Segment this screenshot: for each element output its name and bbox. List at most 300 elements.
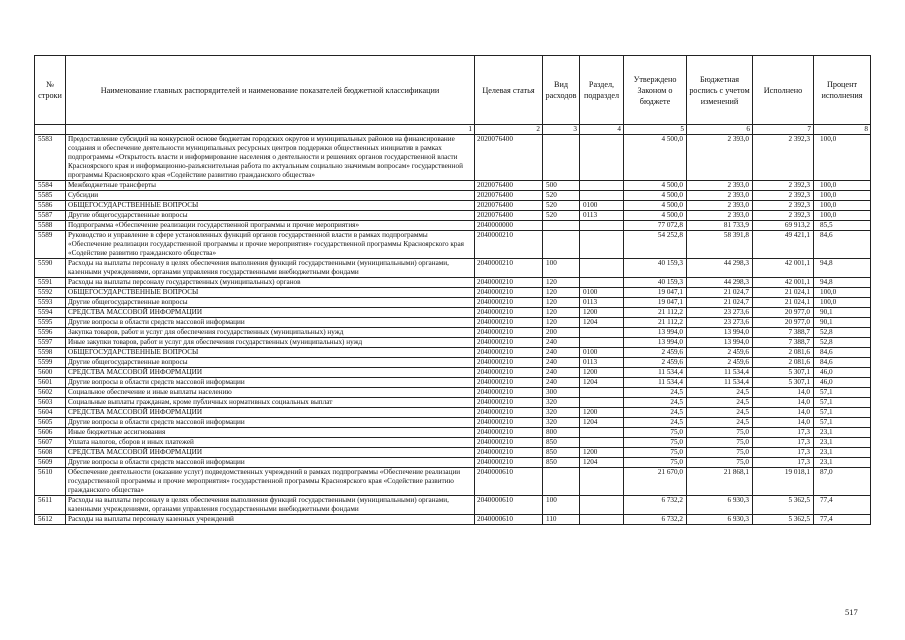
- row-executed: 42 001,1: [753, 278, 814, 288]
- row-roster: 44 298,3: [687, 259, 753, 278]
- page-number: 517: [845, 607, 858, 617]
- row-section: [580, 135, 624, 181]
- row-target-code: 2040000000: [475, 221, 543, 231]
- row-name: СРЕДСТВА МАССОВОЙ ИНФОРМАЦИИ: [66, 308, 475, 318]
- row-roster: 24,5: [687, 418, 753, 428]
- row-section: [580, 278, 624, 288]
- row-section: [580, 515, 624, 525]
- row-roster: 23 273,6: [687, 318, 753, 328]
- row-approved: 11 534,4: [624, 378, 687, 388]
- row-target-code: 2040000210: [475, 328, 543, 338]
- row-approved: 75,0: [624, 428, 687, 438]
- row-approved: 4 500,0: [624, 135, 687, 181]
- row-name: Другие вопросы в области средств массовой информации: [66, 318, 475, 328]
- header-razd: Раздел, подраздел: [580, 56, 624, 125]
- row-executed: 2 392,3: [753, 211, 814, 221]
- row-section: 1200: [580, 368, 624, 378]
- row-percent: 23,1: [814, 438, 871, 448]
- row-name: ОБЩЕГОСУДАРСТВЕННЫЕ ВОПРОСЫ: [66, 288, 475, 298]
- row-executed: 2 392,3: [753, 201, 814, 211]
- row-expense-type: 300: [543, 388, 580, 398]
- table-row: [35, 135, 871, 181]
- row-approved: 21 112,2: [624, 318, 687, 328]
- row-executed: 2 392,3: [753, 181, 814, 191]
- row-approved: 19 047,1: [624, 288, 687, 298]
- row-approved: 13 994,0: [624, 328, 687, 338]
- table-row: [35, 211, 871, 221]
- row-roster: 75,0: [687, 428, 753, 438]
- row-name: Расходы на выплаты персоналу в целях обеспечения выполнения функций государственными (муниципальными) органами, казенными учреждениями, органами управления государственными внебюджетными фондами: [66, 259, 475, 278]
- row-roster: 2 393,0: [687, 201, 753, 211]
- row-section: 1200: [580, 408, 624, 418]
- row-roster: 21 024,7: [687, 298, 753, 308]
- table-row: [35, 201, 871, 211]
- row-target-code: 2020076400: [475, 181, 543, 191]
- row-number: 5599: [35, 358, 66, 368]
- row-percent: 100,0: [814, 181, 871, 191]
- row-name: СРЕДСТВА МАССОВОЙ ИНФОРМАЦИИ: [66, 448, 475, 458]
- row-roster: 13 994,0: [687, 338, 753, 348]
- row-target-code: 2040000210: [475, 388, 543, 398]
- row-number: 5583: [35, 135, 66, 181]
- row-name: Расходы на выплаты персоналу казенных учреждений: [66, 515, 475, 525]
- row-percent: 87,0: [814, 468, 871, 496]
- row-roster: 13 994,0: [687, 328, 753, 338]
- row-target-code: 2040000210: [475, 458, 543, 468]
- row-section: 0113: [580, 358, 624, 368]
- row-target-code: 2040000210: [475, 231, 543, 259]
- table-row: [35, 438, 871, 448]
- row-roster: 11 534,4: [687, 378, 753, 388]
- row-section: [580, 438, 624, 448]
- row-executed: 5 307,1: [753, 368, 814, 378]
- row-number: 5588: [35, 221, 66, 231]
- row-percent: 94,8: [814, 278, 871, 288]
- column-number-blank: [35, 125, 66, 135]
- row-number: 5608: [35, 448, 66, 458]
- row-approved: 40 159,3: [624, 278, 687, 288]
- row-approved: 4 500,0: [624, 211, 687, 221]
- row-expense-type: 520: [543, 191, 580, 201]
- row-approved: 21 112,2: [624, 308, 687, 318]
- row-target-code: 2040000210: [475, 288, 543, 298]
- row-section: [580, 221, 624, 231]
- row-number: 5604: [35, 408, 66, 418]
- row-number: 5605: [35, 418, 66, 428]
- row-roster: 23 273,6: [687, 308, 753, 318]
- row-expense-type: 240: [543, 358, 580, 368]
- row-percent: 57,1: [814, 418, 871, 428]
- table-row: [35, 448, 871, 458]
- row-section: 1204: [580, 318, 624, 328]
- row-approved: 2 459,6: [624, 348, 687, 358]
- row-number: 5597: [35, 338, 66, 348]
- row-roster: 2 459,6: [687, 358, 753, 368]
- row-name: Уплата налогов, сборов и иных платежей: [66, 438, 475, 448]
- row-number: 5610: [35, 468, 66, 496]
- row-roster: 2 459,6: [687, 348, 753, 358]
- header-percent: Процент исполнения: [814, 56, 871, 125]
- column-number: 7: [753, 125, 814, 135]
- row-expense-type: 850: [543, 448, 580, 458]
- column-number: 6: [687, 125, 753, 135]
- row-section: [580, 328, 624, 338]
- row-section: [580, 231, 624, 259]
- row-name: Субсидии: [66, 191, 475, 201]
- row-executed: 7 388,7: [753, 338, 814, 348]
- row-approved: 75,0: [624, 438, 687, 448]
- row-number: 5584: [35, 181, 66, 191]
- row-percent: 46,0: [814, 378, 871, 388]
- row-number: 5587: [35, 211, 66, 221]
- row-name: Подпрограмма «Обеспечение реализации государственной программы и прочие мероприятия»: [66, 221, 475, 231]
- row-executed: 20 977,0: [753, 318, 814, 328]
- row-percent: 100,0: [814, 191, 871, 201]
- row-section: [580, 468, 624, 496]
- row-name: СРЕДСТВА МАССОВОЙ ИНФОРМАЦИИ: [66, 368, 475, 378]
- row-expense-type: 120: [543, 278, 580, 288]
- row-executed: 2 392,3: [753, 135, 814, 181]
- row-target-code: 2040000210: [475, 428, 543, 438]
- row-percent: 23,1: [814, 428, 871, 438]
- row-number: 5593: [35, 298, 66, 308]
- row-number: 5590: [35, 259, 66, 278]
- row-executed: 17,3: [753, 438, 814, 448]
- row-target-code: 2040000210: [475, 368, 543, 378]
- table-row: [35, 378, 871, 388]
- table-row: [35, 298, 871, 308]
- row-executed: 14,0: [753, 398, 814, 408]
- row-roster: 21 024,7: [687, 288, 753, 298]
- row-approved: 75,0: [624, 458, 687, 468]
- row-percent: 52,8: [814, 338, 871, 348]
- table-row: [35, 181, 871, 191]
- row-expense-type: 110: [543, 515, 580, 525]
- row-percent: 85,5: [814, 221, 871, 231]
- row-percent: 57,1: [814, 408, 871, 418]
- row-number: 5612: [35, 515, 66, 525]
- row-approved: 11 534,4: [624, 368, 687, 378]
- column-number: 4: [580, 125, 624, 135]
- row-expense-type: 240: [543, 378, 580, 388]
- row-name: Закупка товаров, работ и услуг для обеспечения государственных (муниципальных) нужд: [66, 328, 475, 338]
- table-row: [35, 458, 871, 468]
- header-executed: Исполнено: [753, 56, 814, 125]
- row-target-code: 2040000210: [475, 448, 543, 458]
- table-row: [35, 496, 871, 515]
- row-executed: 7 388,7: [753, 328, 814, 338]
- row-roster: 81 733,9: [687, 221, 753, 231]
- row-expense-type: [543, 231, 580, 259]
- row-name: Предоставление субсидий на конкурсной основе бюджетам городских округов и муниципальных районов на финансирование создания и обеспечение деятельности муниципальных ресурсных центров поддержки общественных инициатив в рамках подпрограммы «Открытость власти и информирование населения о деятельности и решениях органов государственной власти Красноярского края и информационно-разъяснительная работа по актуальным социально значимым вопросам» государственной программы Красноярского края «Содействие развитию гражданского общества»: [66, 135, 475, 181]
- row-approved: 54 252,8: [624, 231, 687, 259]
- row-executed: 5 362,5: [753, 515, 814, 525]
- row-target-code: 2040000610: [475, 496, 543, 515]
- row-name: Социальное обеспечение и иные выплаты населению: [66, 388, 475, 398]
- row-number: 5601: [35, 378, 66, 388]
- table-row: [35, 515, 871, 525]
- row-target-code: 2040000210: [475, 378, 543, 388]
- row-percent: 100,0: [814, 201, 871, 211]
- row-roster: 6 930,3: [687, 496, 753, 515]
- row-section: [580, 191, 624, 201]
- row-percent: 57,1: [814, 388, 871, 398]
- row-section: 0100: [580, 201, 624, 211]
- column-number: 3: [543, 125, 580, 135]
- header-vid: Вид расходов: [543, 56, 580, 125]
- row-expense-type: 120: [543, 288, 580, 298]
- row-target-code: 2040000210: [475, 418, 543, 428]
- row-roster: 75,0: [687, 438, 753, 448]
- row-section: [580, 388, 624, 398]
- row-target-code: 2040000210: [475, 278, 543, 288]
- row-percent: 90,1: [814, 318, 871, 328]
- row-executed: 17,3: [753, 448, 814, 458]
- row-percent: 57,1: [814, 398, 871, 408]
- row-target-code: 2040000210: [475, 338, 543, 348]
- table-row: [35, 468, 871, 496]
- header-target: Целевая статья: [475, 56, 543, 125]
- row-expense-type: 240: [543, 338, 580, 348]
- row-approved: 13 994,0: [624, 338, 687, 348]
- row-target-code: 2040000210: [475, 408, 543, 418]
- row-section: 0113: [580, 298, 624, 308]
- row-section: 1200: [580, 448, 624, 458]
- row-section: 1204: [580, 458, 624, 468]
- row-target-code: 2040000210: [475, 298, 543, 308]
- row-roster: 2 393,0: [687, 181, 753, 191]
- row-name: СРЕДСТВА МАССОВОЙ ИНФОРМАЦИИ: [66, 408, 475, 418]
- table-row: [35, 221, 871, 231]
- table-row: [35, 388, 871, 398]
- row-approved: 19 047,1: [624, 298, 687, 308]
- row-name: Другие общегосударственные вопросы: [66, 298, 475, 308]
- row-approved: 75,0: [624, 448, 687, 458]
- table-row: [35, 259, 871, 278]
- row-percent: 100,0: [814, 211, 871, 221]
- row-name: Другие общегосударственные вопросы: [66, 358, 475, 368]
- row-approved: 40 159,3: [624, 259, 687, 278]
- row-target-code: 2040000210: [475, 318, 543, 328]
- row-expense-type: 120: [543, 298, 580, 308]
- column-number: 2: [475, 125, 543, 135]
- row-roster: 21 868,1: [687, 468, 753, 496]
- row-executed: 14,0: [753, 388, 814, 398]
- row-expense-type: 240: [543, 368, 580, 378]
- row-target-code: 2040000210: [475, 348, 543, 358]
- row-name: Другие общегосударственные вопросы: [66, 211, 475, 221]
- row-percent: 90,1: [814, 308, 871, 318]
- row-expense-type: [543, 135, 580, 181]
- row-approved: 24,5: [624, 408, 687, 418]
- row-percent: 23,1: [814, 458, 871, 468]
- table-row: [35, 368, 871, 378]
- row-target-code: 2040000210: [475, 398, 543, 408]
- row-name: Другие вопросы в области средств массовой информации: [66, 378, 475, 388]
- row-executed: 17,3: [753, 458, 814, 468]
- row-executed: 21 024,1: [753, 298, 814, 308]
- row-number: 5594: [35, 308, 66, 318]
- row-approved: 24,5: [624, 388, 687, 398]
- row-name: Межбюджетные трансферты: [66, 181, 475, 191]
- row-name: Расходы на выплаты персоналу государственных (муниципальных) органов: [66, 278, 475, 288]
- row-roster: 2 393,0: [687, 135, 753, 181]
- row-number: 5602: [35, 388, 66, 398]
- row-percent: 52,8: [814, 328, 871, 338]
- row-section: [580, 181, 624, 191]
- row-executed: 14,0: [753, 408, 814, 418]
- row-percent: 77,4: [814, 496, 871, 515]
- table-row: [35, 288, 871, 298]
- table-row: [35, 308, 871, 318]
- row-roster: 44 298,3: [687, 278, 753, 288]
- row-executed: 2 081,6: [753, 358, 814, 368]
- row-percent: 100,0: [814, 135, 871, 181]
- row-executed: 19 018,1: [753, 468, 814, 496]
- row-expense-type: 800: [543, 428, 580, 438]
- row-section: [580, 259, 624, 278]
- row-target-code: 2040000610: [475, 515, 543, 525]
- table-row: [35, 428, 871, 438]
- row-executed: 5 362,5: [753, 496, 814, 515]
- row-percent: 100,0: [814, 298, 871, 308]
- row-name: Обеспечение деятельности (оказание услуг) подведомственных учреждений в рамках подпрограммы «Обеспечение реализации государственной программы и прочие мероприятия» государственной программы Красноярского края «Содействие развитию гражданского общества»: [66, 468, 475, 496]
- table-row: [35, 398, 871, 408]
- row-name: Иные закупки товаров, работ и услуг для обеспечения государственных (муниципальных) нужд: [66, 338, 475, 348]
- row-percent: 46,0: [814, 368, 871, 378]
- row-section: 1200: [580, 308, 624, 318]
- row-expense-type: 520: [543, 211, 580, 221]
- row-roster: 2 393,0: [687, 191, 753, 201]
- row-target-code: 2040000210: [475, 308, 543, 318]
- row-roster: 2 393,0: [687, 211, 753, 221]
- row-number: 5607: [35, 438, 66, 448]
- row-expense-type: 320: [543, 418, 580, 428]
- table-row: [35, 328, 871, 338]
- row-executed: 69 913,2: [753, 221, 814, 231]
- row-number: 5592: [35, 288, 66, 298]
- row-expense-type: 120: [543, 318, 580, 328]
- row-executed: 49 421,1: [753, 231, 814, 259]
- table-row: [35, 278, 871, 288]
- row-percent: 84,6: [814, 231, 871, 259]
- row-percent: 84,6: [814, 358, 871, 368]
- column-number: 1: [66, 125, 475, 135]
- row-section: [580, 398, 624, 408]
- row-number: 5586: [35, 201, 66, 211]
- row-approved: 24,5: [624, 398, 687, 408]
- row-executed: 21 024,1: [753, 288, 814, 298]
- row-expense-type: 850: [543, 458, 580, 468]
- row-roster: 75,0: [687, 448, 753, 458]
- row-section: [580, 338, 624, 348]
- column-number-row: [35, 125, 871, 135]
- row-approved: 77 072,8: [624, 221, 687, 231]
- row-roster: 24,5: [687, 398, 753, 408]
- table-row: [35, 408, 871, 418]
- row-target-code: 2020076400: [475, 201, 543, 211]
- row-target-code: 2040000210: [475, 259, 543, 278]
- table-row: [35, 338, 871, 348]
- table-row: [35, 231, 871, 259]
- row-name: Расходы на выплаты персоналу в целях обеспечения выполнения функций государственными (муниципальными) органами, казенными учреждениями, органами управления государственными внебюджетными фондами: [66, 496, 475, 515]
- row-executed: 42 001,1: [753, 259, 814, 278]
- row-target-code: 2040000610: [475, 468, 543, 496]
- row-number: 5591: [35, 278, 66, 288]
- row-executed: 5 307,1: [753, 378, 814, 388]
- row-section: [580, 496, 624, 515]
- budget-table: [34, 55, 871, 525]
- row-number: 5606: [35, 428, 66, 438]
- row-number: 5603: [35, 398, 66, 408]
- row-executed: 17,3: [753, 428, 814, 438]
- row-roster: 24,5: [687, 388, 753, 398]
- row-section: 0100: [580, 288, 624, 298]
- row-expense-type: 850: [543, 438, 580, 448]
- row-target-code: 2020076400: [475, 191, 543, 201]
- row-approved: 4 500,0: [624, 181, 687, 191]
- row-approved: 4 500,0: [624, 191, 687, 201]
- row-percent: 100,0: [814, 288, 871, 298]
- row-expense-type: 100: [543, 496, 580, 515]
- row-target-code: 2040000210: [475, 358, 543, 368]
- header-approved: Утверждено Законом о бюджете: [624, 56, 687, 125]
- row-number: 5600: [35, 368, 66, 378]
- row-section: [580, 428, 624, 438]
- row-name: Другие вопросы в области средств массовой информации: [66, 418, 475, 428]
- row-percent: 23,1: [814, 448, 871, 458]
- row-expense-type: 240: [543, 348, 580, 358]
- header-num: № строки: [35, 56, 66, 125]
- row-percent: 84,6: [814, 348, 871, 358]
- row-roster: 11 534,4: [687, 368, 753, 378]
- row-roster: 75,0: [687, 458, 753, 468]
- row-expense-type: 320: [543, 398, 580, 408]
- row-expense-type: 100: [543, 259, 580, 278]
- row-name: ОБЩЕГОСУДАРСТВЕННЫЕ ВОПРОСЫ: [66, 348, 475, 358]
- row-name: Другие вопросы в области средств массовой информации: [66, 458, 475, 468]
- row-section: 0113: [580, 211, 624, 221]
- row-approved: 2 459,6: [624, 358, 687, 368]
- row-approved: 6 732,2: [624, 515, 687, 525]
- table-row: [35, 358, 871, 368]
- row-expense-type: 320: [543, 408, 580, 418]
- row-name: Руководство и управление в сфере установленных функций органов государственной власти в рамках подпрограммы «Обеспечение реализации государственной программы и прочие мероприятия» государственной программы Красноярского края «Содействие развитию гражданского общества»: [66, 231, 475, 259]
- row-roster: 24,5: [687, 408, 753, 418]
- row-section: 1204: [580, 418, 624, 428]
- row-target-code: 2040000210: [475, 438, 543, 448]
- row-roster: 58 391,8: [687, 231, 753, 259]
- table-body: [35, 135, 871, 525]
- row-expense-type: 500: [543, 181, 580, 191]
- row-expense-type: 120: [543, 308, 580, 318]
- row-target-code: 2020076400: [475, 135, 543, 181]
- row-number: 5585: [35, 191, 66, 201]
- row-approved: 4 500,0: [624, 201, 687, 211]
- row-name: Иные бюджетные ассигнования: [66, 428, 475, 438]
- row-section: 0100: [580, 348, 624, 358]
- table-row: [35, 318, 871, 328]
- row-executed: 2 081,6: [753, 348, 814, 358]
- row-expense-type: 520: [543, 201, 580, 211]
- row-roster: 6 930,3: [687, 515, 753, 525]
- row-target-code: 2020076400: [475, 211, 543, 221]
- row-name: Социальные выплаты гражданам, кроме публичных нормативных социальных выплат: [66, 398, 475, 408]
- row-number: 5595: [35, 318, 66, 328]
- header-roster: Бюджетная роспись с учетом изменений: [687, 56, 753, 125]
- row-name: ОБЩЕГОСУДАРСТВЕННЫЕ ВОПРОСЫ: [66, 201, 475, 211]
- column-number: 8: [814, 125, 871, 135]
